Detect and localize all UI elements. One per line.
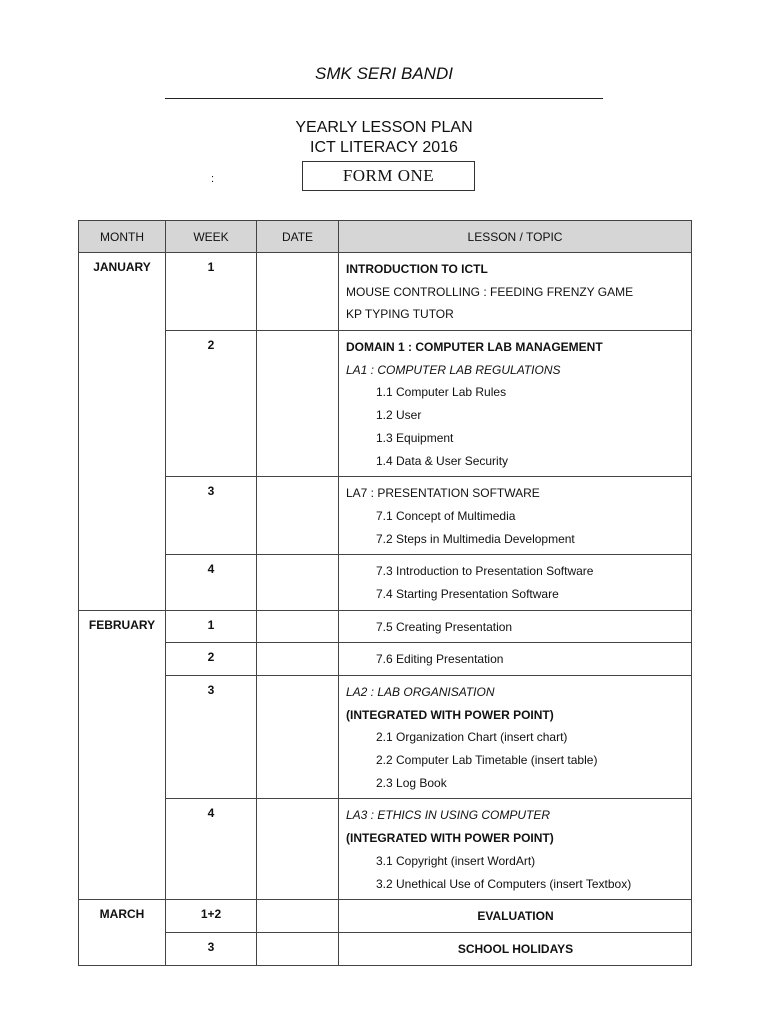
topic-line: 2.1 Organization Chart (insert chart) <box>376 730 568 745</box>
table-row <box>79 610 692 643</box>
table-row <box>79 477 692 555</box>
week-cell: 3 <box>166 477 257 555</box>
topic-line: 3.2 Unethical Use of Computers (insert Textbox) <box>376 876 632 891</box>
topic-line: 1.3 Equipment <box>376 430 454 445</box>
column-header-week: WEEK <box>166 221 257 253</box>
topic-line: SCHOOL HOLIDAYS <box>457 941 574 956</box>
table-row <box>79 643 692 676</box>
table-body <box>79 253 692 966</box>
topic-line: 7.4 Starting Presentation Software <box>376 586 559 601</box>
topic-cell <box>339 932 692 965</box>
date-cell <box>257 643 339 676</box>
topic-cell <box>339 799 692 900</box>
topic-cell <box>339 555 692 610</box>
week-cell: 2 <box>166 331 257 477</box>
table-row <box>79 799 692 900</box>
topic-line: LA2 : LAB ORGANISATION <box>346 685 495 699</box>
topic-line: KP TYPING TUTOR <box>346 307 454 322</box>
table-row <box>79 555 692 610</box>
topic-line: (INTEGRATED WITH POWER POINT) <box>346 831 554 846</box>
date-cell <box>257 253 339 331</box>
table-row <box>79 253 692 331</box>
date-cell <box>257 555 339 610</box>
topic-cell <box>339 477 692 555</box>
document-subtitle: ICT LITERACY 2016 <box>310 139 458 156</box>
column-header-month: MONTH <box>79 221 166 253</box>
topic-line: 7.2 Steps in Multimedia Development <box>376 531 575 546</box>
topic-line: 3.1 Copyright (insert WordArt) <box>376 853 536 868</box>
month-cell: FEBRUARY <box>79 610 166 900</box>
month-cell: MARCH <box>79 900 166 965</box>
topic-line: 1.1 Computer Lab Rules <box>376 385 507 400</box>
week-cell: 3 <box>166 676 257 799</box>
table-row <box>79 932 692 965</box>
topic-line: 7.1 Concept of Multimedia <box>376 508 516 523</box>
week-cell: 4 <box>166 799 257 900</box>
topic-cell <box>339 253 692 331</box>
week-cell: 3 <box>166 932 257 965</box>
table-row <box>79 900 692 933</box>
table-row <box>79 331 692 477</box>
week-cell: 1 <box>166 610 257 643</box>
topic-line: 7.6 Editing Presentation <box>376 652 504 667</box>
table-row <box>79 676 692 799</box>
date-cell <box>257 610 339 643</box>
date-cell <box>257 477 339 555</box>
topic-cell <box>339 643 692 676</box>
date-cell <box>257 331 339 477</box>
date-cell <box>257 799 339 900</box>
week-cell: 1 <box>166 253 257 331</box>
date-cell <box>257 676 339 799</box>
topic-line: (INTEGRATED WITH POWER POINT) <box>346 707 554 722</box>
topic-line: 1.4 Data & User Security <box>376 453 509 468</box>
topic-cell <box>339 331 692 477</box>
week-cell: 1+2 <box>166 900 257 933</box>
table-header-row <box>79 221 692 253</box>
lesson-plan-table <box>78 220 692 966</box>
topic-line: 7.3 Introduction to Presentation Software <box>376 564 594 579</box>
topic-line: 1.2 User <box>376 408 422 423</box>
topic-line: MOUSE CONTROLLING : FEEDING FRENZY GAME <box>346 284 634 299</box>
date-cell <box>257 932 339 965</box>
column-header-topic: LESSON / TOPIC <box>339 221 692 253</box>
topic-line: INTRODUCTION TO ICTL <box>346 262 488 276</box>
topic-cell <box>339 610 692 643</box>
colon-mark: : <box>211 173 215 185</box>
topic-line: 2.2 Computer Lab Timetable (insert table) <box>376 753 598 768</box>
topic-line: LA3 : ETHICS IN USING COMPUTER <box>346 808 551 823</box>
header-divider <box>165 98 603 99</box>
column-header-date: DATE <box>257 221 339 253</box>
school-name: SMK SERI BANDI <box>315 64 453 83</box>
date-cell <box>257 900 339 933</box>
week-cell: 4 <box>166 555 257 610</box>
topic-line: 2.3 Log Book <box>376 775 447 790</box>
topic-line: DOMAIN 1 : COMPUTER LAB MANAGEMENT <box>346 340 603 355</box>
topic-cell <box>339 676 692 799</box>
topic-line: EVALUATION <box>477 909 554 924</box>
topic-line: LA1 : COMPUTER LAB REGULATIONS <box>346 362 561 377</box>
document-title: YEARLY LESSON PLAN <box>295 119 473 136</box>
topic-cell <box>339 900 692 933</box>
month-cell: JANUARY <box>79 253 166 611</box>
form-label-box: FORM ONE <box>302 161 475 191</box>
week-cell: 2 <box>166 643 257 676</box>
topic-line: 7.5 Creating Presentation <box>376 619 513 634</box>
topic-line: LA7 : PRESENTATION SOFTWARE <box>346 486 540 501</box>
